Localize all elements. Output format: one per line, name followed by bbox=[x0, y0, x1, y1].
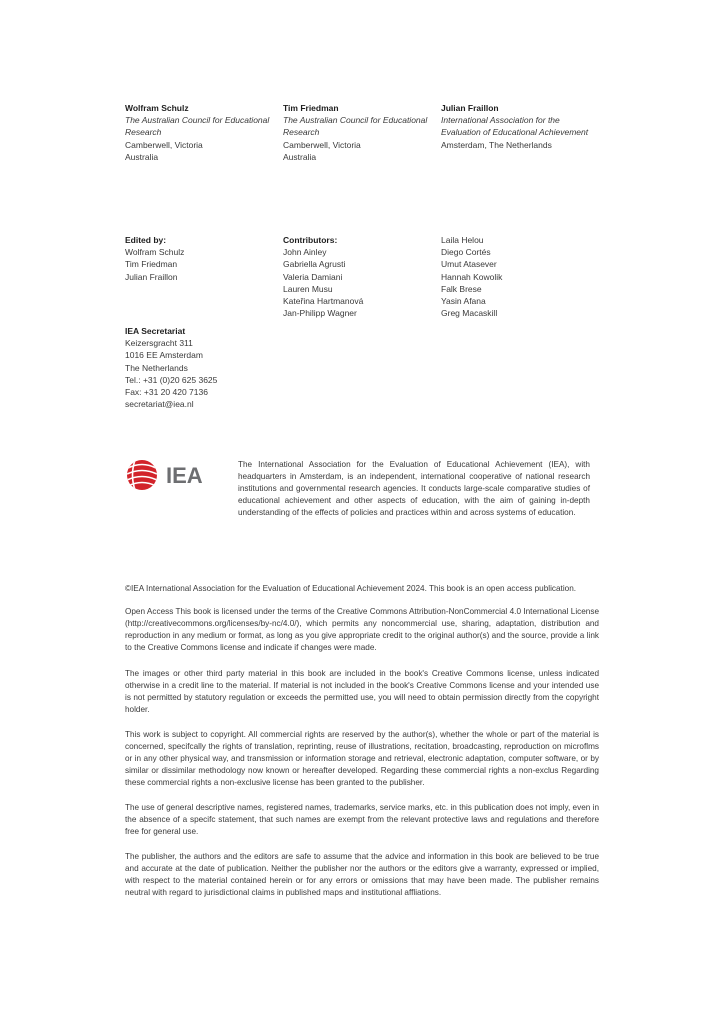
author-block-2 bbox=[283, 102, 427, 163]
author-name: Tim Friedman bbox=[283, 103, 339, 113]
contributors-block-2 bbox=[441, 234, 502, 319]
editor-name: Wolfram Schulz bbox=[125, 247, 185, 258]
editor-name: Julian Fraillon bbox=[125, 271, 178, 282]
secretariat-heading: IEA Secretariat bbox=[125, 326, 186, 336]
author-name: Julian Fraillon bbox=[441, 103, 499, 113]
iea-logo bbox=[126, 459, 218, 496]
contributors-block bbox=[283, 234, 363, 319]
secretariat-block bbox=[125, 325, 217, 410]
author-affiliation: Evaluation of Educational Achievement bbox=[441, 127, 589, 138]
contributor-name: Umut Atasever bbox=[441, 259, 497, 270]
address-line: 1016 EE Amsterdam bbox=[125, 350, 203, 361]
contributor-name: Jan-Philipp Wagner bbox=[283, 308, 357, 319]
author-affiliation: Research bbox=[125, 127, 162, 138]
disclaimer-paragraph: The publisher, the authors and the editors are safe to assume that the advice and information in this book are believed to be true and accurate at the date of publication. Neither the publisher nor the authors or the editors give a warranty, expressed or implied, with respect to the material contained herein or for any errors or omissions that may have been made. The publisher remains neutral with regard to jurisdictional claims in published maps and institutional affliations. bbox=[125, 852, 599, 897]
author-location: Australia bbox=[283, 151, 317, 162]
author-name: Wolfram Schulz bbox=[125, 103, 189, 113]
editor-name: Tim Friedman bbox=[125, 259, 178, 270]
author-location: Camberwell, Victoria bbox=[125, 139, 203, 150]
address-line: The Netherlands bbox=[125, 362, 188, 373]
contributor-name: Kateřina Hartmanová bbox=[283, 296, 364, 307]
author-affiliation: Research bbox=[283, 127, 320, 138]
author-location: Amsterdam, The Netherlands bbox=[441, 139, 552, 150]
iea-description: The International Association for the Evaluation of Educational Achievement (IEA), with headquarters in Amsterdam, is an independent, international cooperative of national research institutions and governmental research agencies. It conducts large-scale comparative studies of educational achievement and other aspects of education, with the aim of gaining in-depth understanding of the effects of policies and practices within and across systems of education. bbox=[238, 460, 590, 517]
edited-by-block bbox=[125, 234, 184, 283]
author-affiliation: The Australian Council for Educational bbox=[125, 115, 270, 126]
contributor-name: Laila Helou bbox=[441, 235, 484, 245]
contributor-name: Yasin Afana bbox=[441, 296, 486, 307]
author-location: Australia bbox=[125, 151, 159, 162]
contributor-name: Hannah Kowolik bbox=[441, 271, 503, 282]
copyright-line: ©IEA International Association for the Evaluation of Educational Achievement 2024. This book is an open access publication. bbox=[125, 584, 577, 593]
author-location: Camberwell, Victoria bbox=[283, 139, 361, 150]
email-line: secretariat@iea.nl bbox=[125, 399, 194, 410]
contributor-name: Diego Cortés bbox=[441, 247, 491, 258]
iea-globe-icon bbox=[126, 459, 218, 491]
fax-line: Fax: +31 20 420 7136 bbox=[125, 387, 208, 398]
contributor-name: John Ainley bbox=[283, 247, 327, 258]
copyright-paragraph: This work is subject to copyright. All commercial rights are reserved by the author(s), whether the whole or part of the material is concerned, specifcally the rights of translation, reprinting, reuse of illustrations, recitation, broadcasting, reproduction on microflms or in any other physical way, and transmission or information storage and retrieval, electronic adaptation, computer software, or by similar or dissimilar methodology now known or hereafter developed. Regarding these commercial rights a non-exclus Regarding these commercial rights a non-exclusive license has been granted to the publisher. bbox=[125, 730, 599, 787]
third-party-paragraph: The images or other third party material in this book are included in the book's Creative Commons license, unless indicated otherwise in a credit line to the material. If material is not included in the book's Creative Commons license and your intended use is not permitted by statutory regulation or exceeds the permitted use, you will need to obtain permission directly from the copyright holder. bbox=[125, 669, 599, 714]
contributor-name: Valeria Damiani bbox=[283, 271, 343, 282]
contributor-name: Lauren Musu bbox=[283, 283, 333, 294]
address-line: Keizersgracht 311 bbox=[125, 338, 193, 349]
contributor-name: Falk Brese bbox=[441, 283, 482, 294]
author-block-3 bbox=[441, 102, 588, 151]
trademarks-paragraph: The use of general descriptive names, registered names, trademarks, service marks, etc. in this publication does not imply, even in the absence of a specifc statement, that such names are exempt from the relevant protective laws and regulations and therefore free for general use. bbox=[125, 803, 599, 836]
open-access-paragraph: Open Access This book is licensed under the terms of the Creative Commons Attribution-NonCommercial 4.0 International License (http://creativecommons.org/licenses/by-nc/4.0/), which permits any noncommercial use, sharing, adaptation, distribution and reproduction in any medium or format, as long as you give appropriate credit to the original author(s) and the source, provide a link to the Creative Commons license and indicate if changes were made. bbox=[125, 607, 599, 652]
edited-by-heading: Edited by: bbox=[125, 235, 167, 245]
author-affiliation: The Australian Council for Educational bbox=[283, 115, 428, 126]
logo-wordmark: IEA bbox=[166, 463, 203, 488]
contributors-heading: Contributors: bbox=[283, 235, 338, 245]
author-block-1 bbox=[125, 102, 269, 163]
contributor-name: Gabriella Agrusti bbox=[283, 259, 346, 270]
author-affiliation: International Association for the bbox=[441, 115, 560, 126]
contributor-name: Greg Macaskill bbox=[441, 308, 498, 319]
phone-line: Tel.: +31 (0)20 625 3625 bbox=[125, 374, 218, 385]
